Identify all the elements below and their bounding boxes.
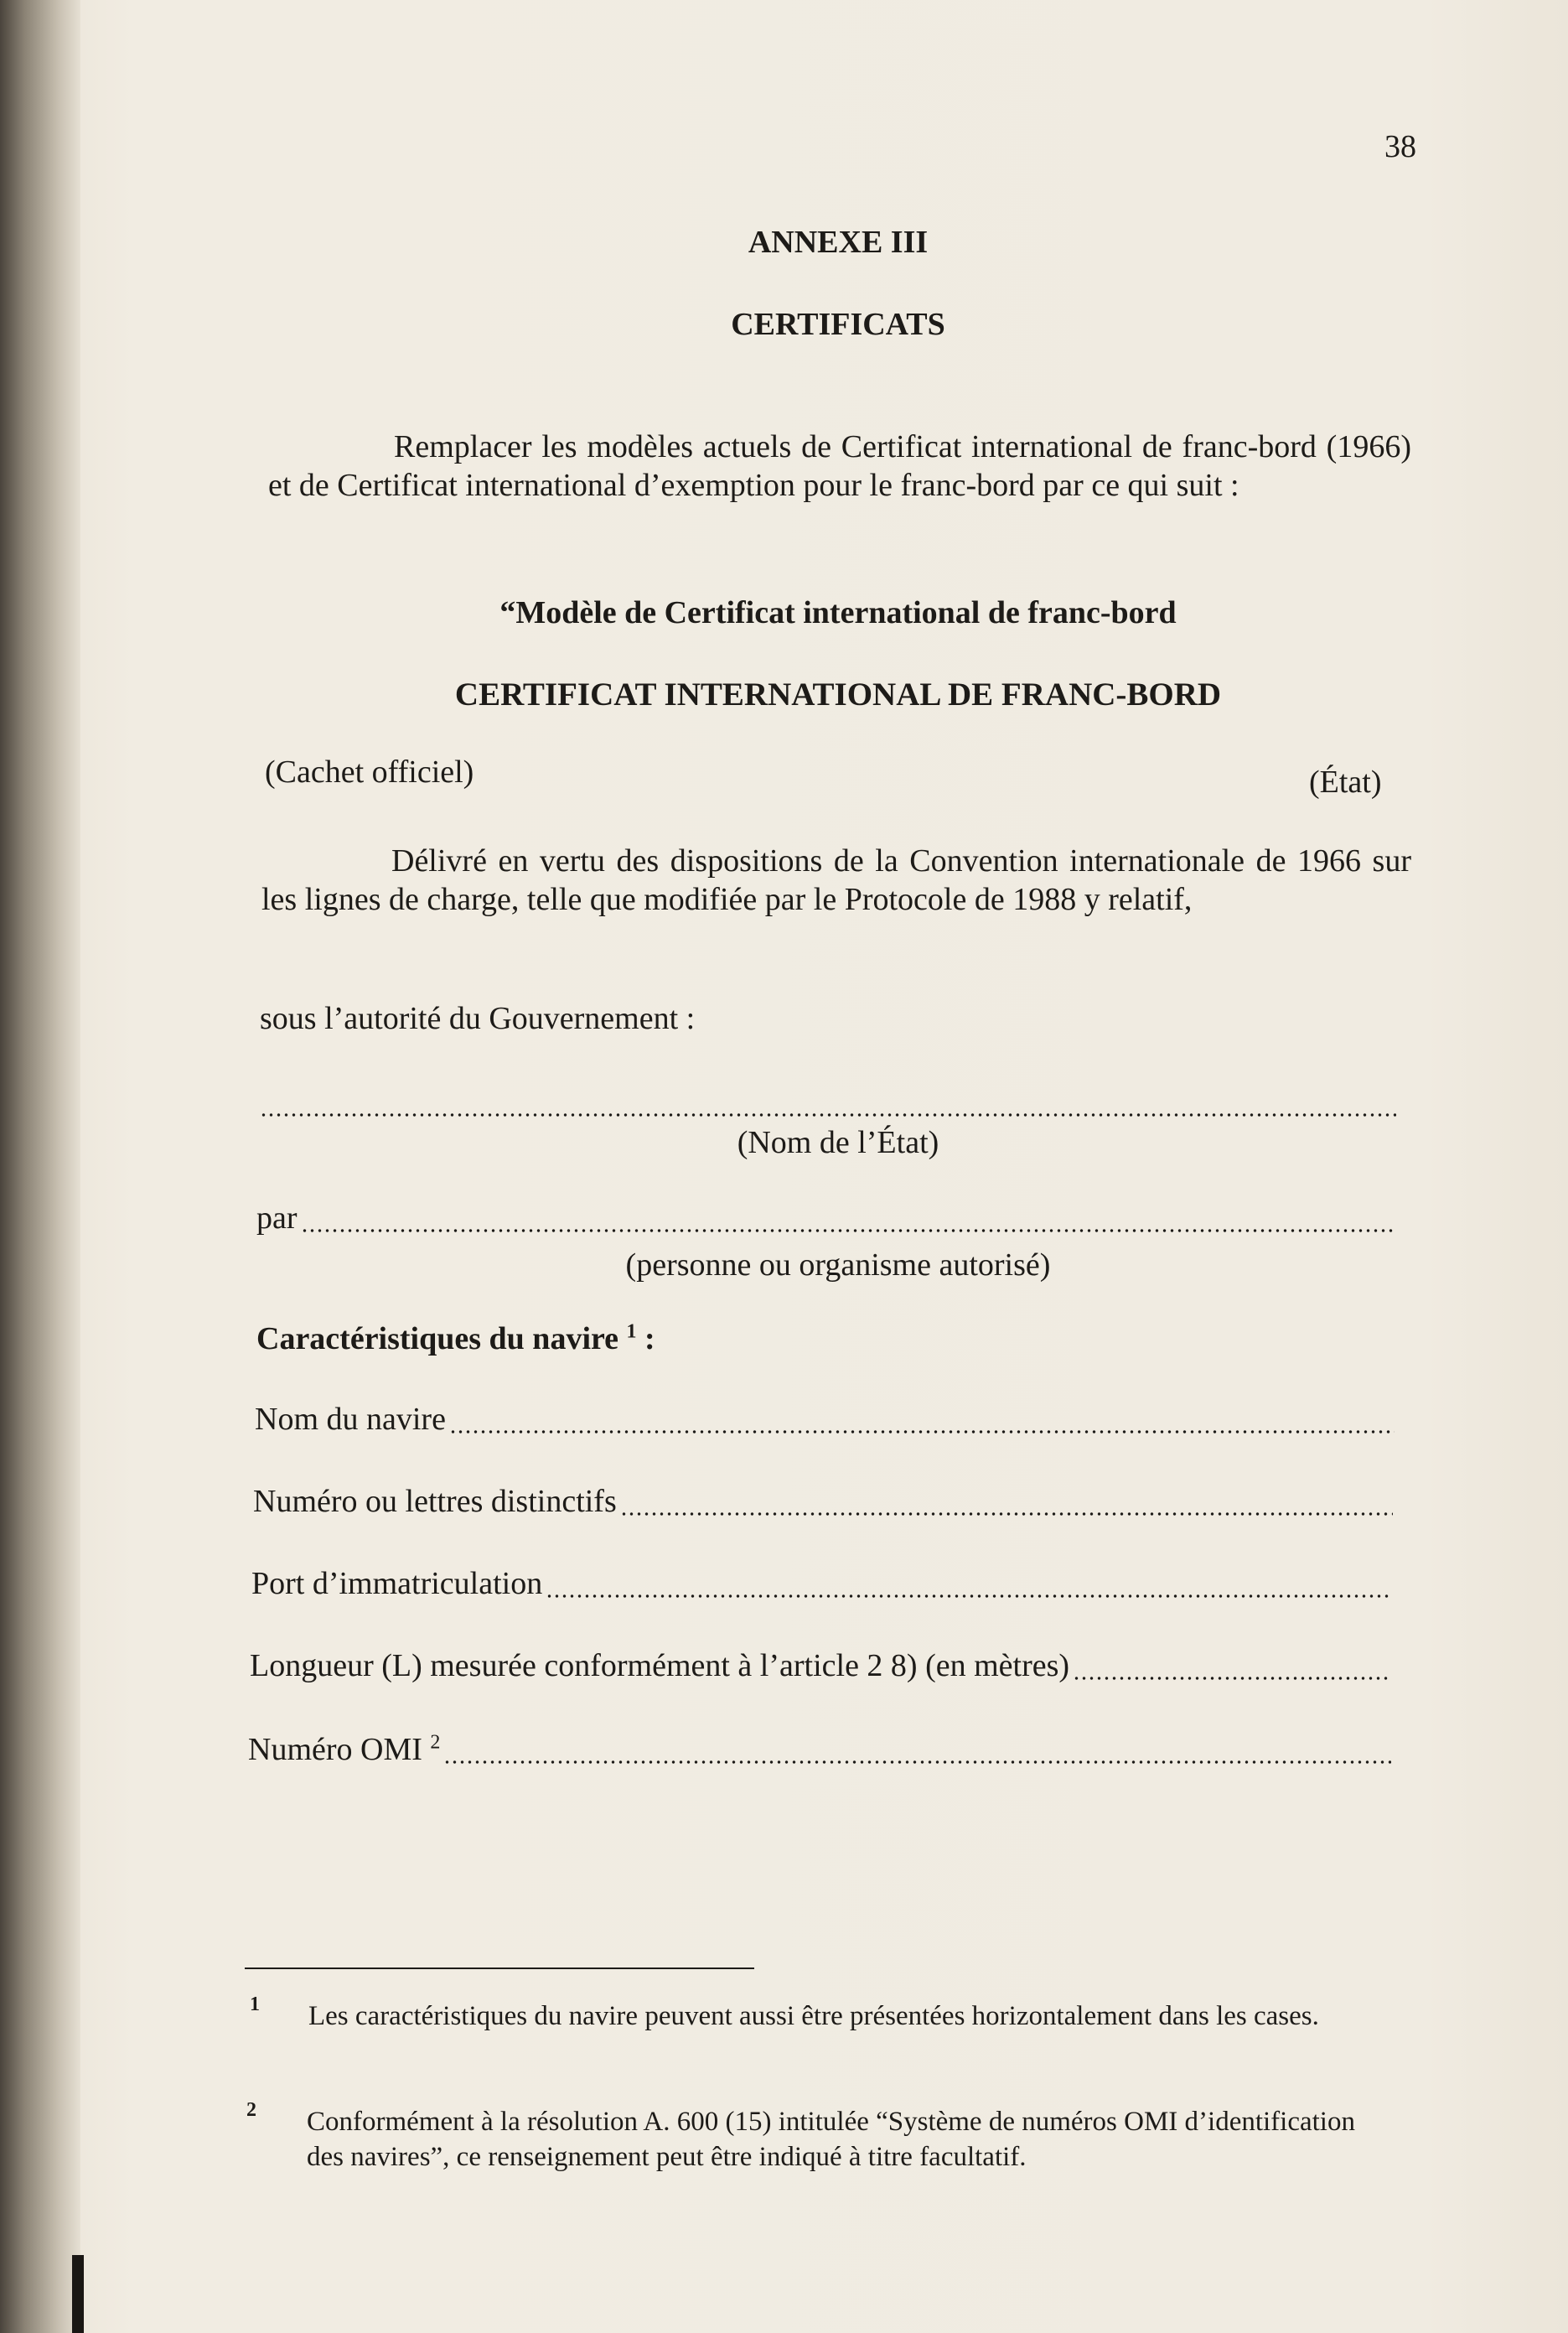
field-distinctive-number bbox=[253, 1482, 1393, 1521]
dotted-fill bbox=[1073, 1646, 1391, 1685]
annex-title: ANNEXE III bbox=[748, 225, 929, 260]
authority-label: sous l’autorité du Gouvernement : bbox=[260, 1001, 696, 1036]
ship-particulars-heading bbox=[256, 1319, 655, 1358]
authorized-by-line bbox=[256, 1199, 1396, 1237]
state-name-dotted-line bbox=[260, 1112, 1396, 1120]
dotted-fill bbox=[449, 1400, 1395, 1439]
field-label: Longueur (L) mesurée conformément à l’article 2 8) (en mètres) bbox=[250, 1648, 1070, 1683]
authorized-caption: (personne ou organisme autorisé) bbox=[625, 1247, 1051, 1283]
field-label: Numéro ou lettres distinctifs bbox=[253, 1484, 617, 1519]
page-number: 38 bbox=[1384, 129, 1416, 164]
dotted-fill bbox=[546, 1564, 1391, 1603]
state-label: (État) bbox=[1309, 765, 1382, 800]
field-imo-number bbox=[248, 1730, 1391, 1769]
stamp-label: (Cachet officiel) bbox=[265, 754, 474, 790]
field-label: Nom du navire bbox=[255, 1402, 446, 1437]
footnote-separator bbox=[245, 1967, 754, 1969]
field-length bbox=[250, 1646, 1391, 1685]
binding-edge bbox=[72, 2255, 84, 2333]
footnote-1: Les caractéristiques du navire peuvent aussi être présentées horizontalement dans les cases. bbox=[308, 2001, 1319, 2031]
dotted-fill bbox=[443, 1730, 1391, 1769]
field-label: Port d’immatriculation bbox=[251, 1566, 543, 1601]
footnote-2: Conformément à la résolution A. 600 (15) intitulée “Système de numéros OMI d’identification des navires”, ce renseignement peut être indiqué à titre facultatif. bbox=[307, 2107, 1355, 2172]
footnote-ref-2: 2 bbox=[430, 1731, 441, 1754]
dotted-fill bbox=[301, 1199, 1396, 1237]
section-title: CERTIFICATS bbox=[731, 307, 945, 342]
field-port-of-registry bbox=[251, 1564, 1391, 1603]
model-title: “Modèle de Certificat international de franc-bord bbox=[499, 595, 1177, 630]
footnote-ref-1: 1 bbox=[626, 1320, 637, 1343]
issued-paragraph: Délivré en vertu des dispositions de la Convention internationale de 1966 sur les lignes de charge, telle que modifiée par le Protocole de 1988 y relatif, bbox=[261, 843, 1411, 917]
state-name-caption: (Nom de l’État) bbox=[737, 1125, 939, 1160]
binding-gutter bbox=[0, 0, 80, 2333]
footnote-mark-1: 1 bbox=[250, 1993, 260, 2015]
heading-colon: : bbox=[636, 1321, 655, 1356]
certificate-title: CERTIFICAT INTERNATIONAL DE FRANC-BORD bbox=[454, 677, 1222, 713]
dotted-fill bbox=[620, 1482, 1393, 1521]
field-ship-name bbox=[255, 1400, 1395, 1439]
ship-particulars-heading-text: Caractéristiques du navire bbox=[256, 1321, 619, 1356]
field-label: Numéro OMI $^2$ bbox=[248, 1731, 441, 1767]
footnote-mark-2: 2 bbox=[246, 2099, 256, 2121]
intro-paragraph: Remplacer les modèles actuels de Certificat international de franc-bord (1966) et de Certificat international d’exemption pour le franc-bord par ce qui suit : bbox=[268, 429, 1411, 503]
by-label: par bbox=[256, 1200, 298, 1236]
